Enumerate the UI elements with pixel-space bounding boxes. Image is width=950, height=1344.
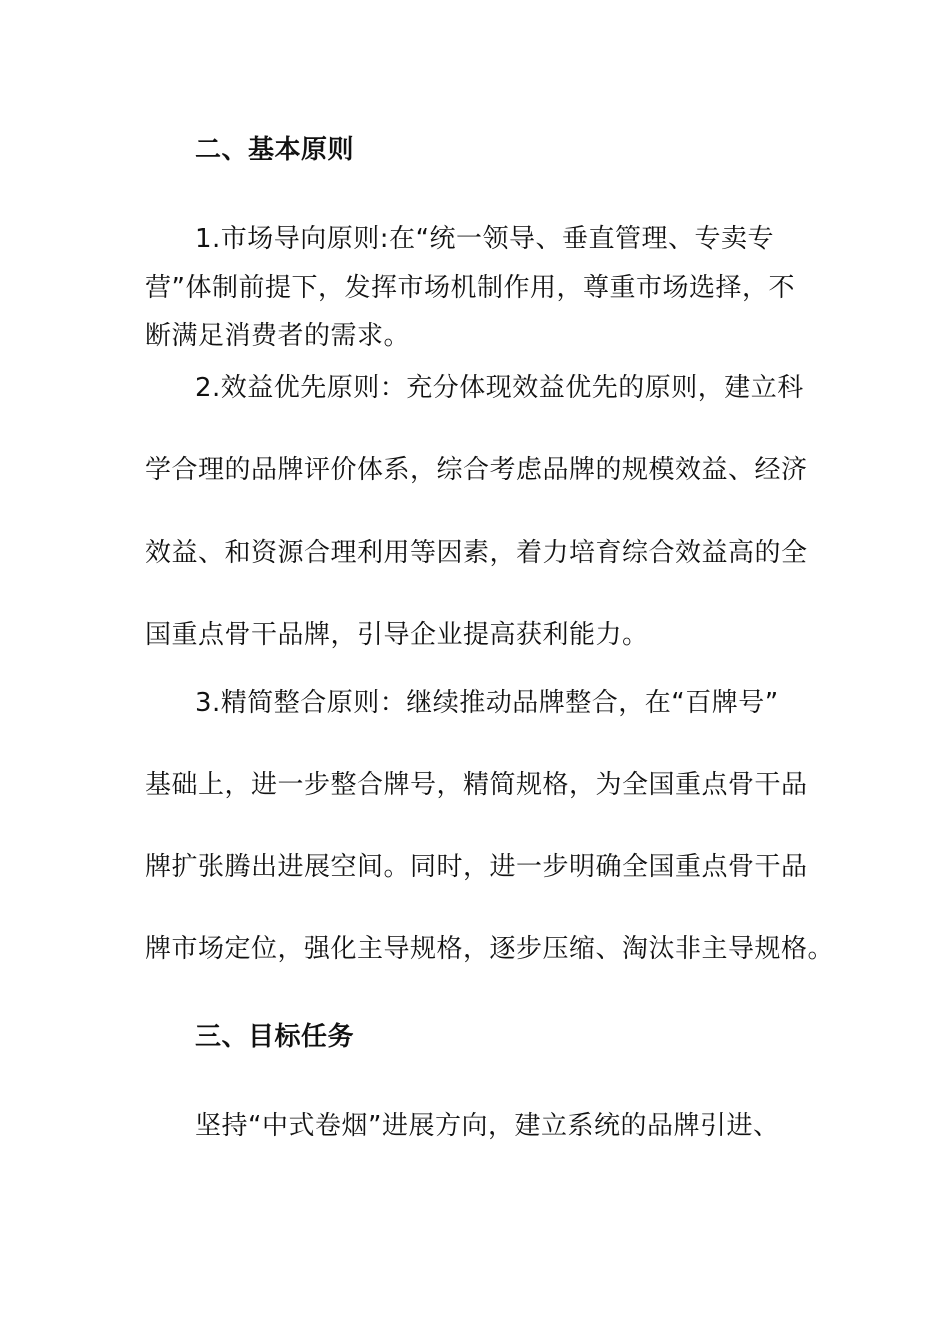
paragraph-line: 学合理的品牌评价体系，综合考虑品牌的规模效益、经济 xyxy=(145,455,808,485)
paragraph-line: 1.市场导向原则:在“统一领导、垂直管理、专卖专 xyxy=(195,224,775,254)
paragraph-line: 坚持“中式卷烟”进展方向，建立系统的品牌引进、 xyxy=(195,1111,780,1141)
paragraph-line: 3.精简整合原则：继续推动品牌整合，在“百牌号” xyxy=(195,688,779,718)
paragraph-line: 效益、和资源合理利用等因素，着力培育综合效益高的全 xyxy=(145,538,808,568)
section-heading-basic-principles: 二、基本原则 xyxy=(195,135,355,165)
paragraph-line: 基础上，进一步整合牌号，精简规格，为全国重点骨干品 xyxy=(145,770,808,800)
paragraph-line: 断满足消费者的需求。 xyxy=(145,321,411,351)
paragraph-line: 牌扩张腾出进展空间。同时，进一步明确全国重点骨干品 xyxy=(145,852,808,882)
paragraph-line: 营”体制前提下，发挥市场机制作用，尊重市场选择，不 xyxy=(145,273,795,303)
section-heading-goals-tasks: 三、目标任务 xyxy=(195,1022,355,1052)
paragraph-line: 牌市场定位，强化主导规格，逐步压缩、淘汰非主导规格。 xyxy=(145,934,835,964)
paragraph-line: 2.效益优先原则：充分体现效益优先的原则，建立科 xyxy=(195,373,804,403)
paragraph-line: 国重点骨干品牌，引导企业提高获利能力。 xyxy=(145,620,649,650)
